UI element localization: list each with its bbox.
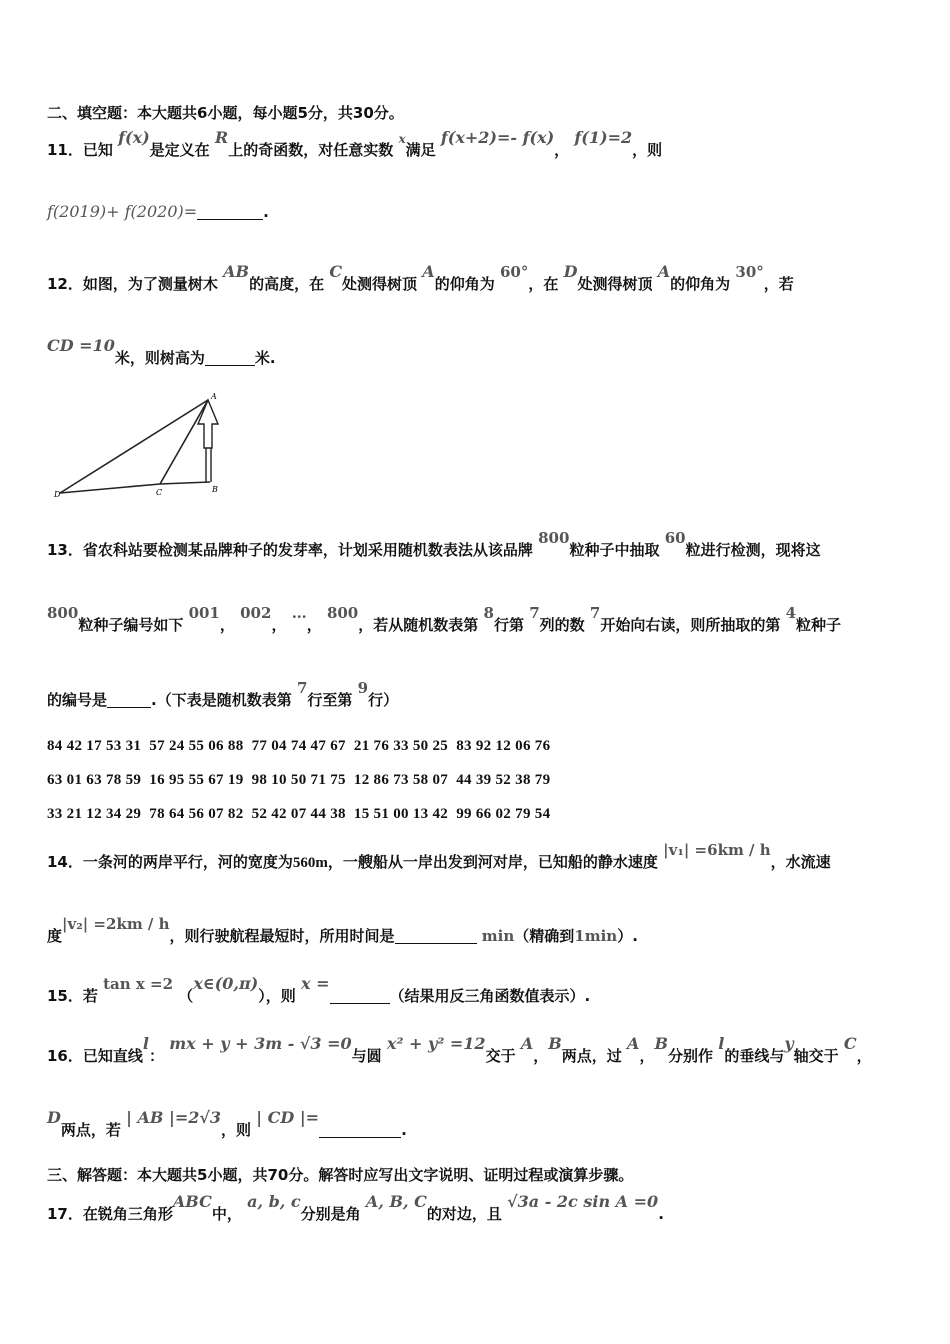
q17-end: .	[658, 1205, 664, 1223]
q14-text-6: ）.	[617, 927, 638, 945]
q12-D: D	[563, 262, 578, 281]
question-14	[47, 841, 831, 871]
q11-R: R	[214, 128, 229, 147]
q15-domain: x∈(0,π)	[193, 974, 259, 993]
q13-ellipsis: …	[291, 604, 307, 622]
q12-AB: AB	[223, 262, 250, 281]
q12-text-4: ，在	[528, 275, 559, 293]
q14-v1: |v₁| =6km / h	[663, 841, 771, 859]
q11-value: f(1)=2	[574, 128, 633, 147]
q16-B: B	[548, 1034, 562, 1053]
q16-number: 16．已知直线	[47, 1047, 143, 1065]
q13-line-3	[47, 679, 399, 709]
question-17	[47, 1192, 664, 1223]
q12-A2: A	[657, 262, 671, 281]
q16-line-2	[47, 1108, 407, 1139]
q11-text-1: 是定义在	[149, 141, 210, 159]
fig-label-C: C	[156, 488, 163, 497]
q15-x: x =	[301, 974, 330, 993]
q13-text-6: 列的数	[539, 616, 585, 634]
q13-code-001: 001	[188, 604, 220, 622]
q14-precision: 1min	[574, 927, 618, 945]
q13-text-10: .（下表是随机数表第	[151, 691, 292, 709]
q16-A2: A	[627, 1034, 640, 1053]
fig-label-B: B	[212, 485, 218, 494]
q16-comma-2: ，	[639, 1047, 655, 1065]
q15-text-1: （结果用反三角函数值表示）.	[389, 987, 591, 1005]
q13-code-800: 800	[326, 604, 359, 622]
q12-text-3: 的仰角为	[434, 275, 495, 293]
q11-expression: f(2019)+ f(2020)=	[47, 202, 198, 221]
q17-equation: √3a - 2c sin A =0	[507, 1192, 659, 1211]
q12-line-2	[47, 336, 276, 367]
q12-angle-60: 60°	[499, 263, 529, 281]
q13-row-8: 8	[483, 604, 494, 622]
q11-answer-blank[interactable]	[197, 205, 263, 220]
q17-angles: A, B, C	[365, 1192, 427, 1211]
q13-end-row: 9	[357, 679, 369, 697]
q13-text-7: 开始向右读，则所抽取的第	[600, 616, 781, 634]
q17-text-1: 中，	[211, 1205, 242, 1223]
q13-code-002: 002	[240, 604, 272, 622]
q13-sep-1: ，	[219, 616, 235, 634]
q12-C: C	[329, 262, 343, 281]
q16-end: .	[401, 1121, 407, 1139]
q12-text-5: 处测得树顶	[577, 275, 653, 293]
q14-unit: min	[481, 927, 515, 945]
q16-D: D	[47, 1108, 61, 1127]
q16-C: C	[843, 1034, 857, 1053]
q11-x: x	[398, 132, 406, 146]
q15-number: 15．若	[47, 987, 98, 1005]
q14-v2: |v₂| =2km / h	[62, 915, 170, 933]
line-DA	[60, 400, 208, 493]
q14-text-4: ，则行驶航程最短时，所用时间是	[169, 927, 395, 945]
q16-B2: B	[654, 1034, 668, 1053]
question-12	[47, 262, 794, 293]
q13-line-2	[47, 604, 842, 634]
q13-800b: 800	[47, 604, 79, 622]
q12-A: A	[422, 262, 435, 281]
q13-800: 800	[538, 529, 570, 547]
q11-comma: ，	[554, 141, 570, 159]
q12-cd: CD =10	[47, 336, 115, 355]
q13-text-4: ，若从随机数表第	[358, 616, 479, 634]
q16-y: y	[784, 1034, 794, 1053]
tree-top-shape	[198, 400, 218, 448]
q14-text-3: 度	[47, 927, 63, 945]
q13-text-12: 行）	[368, 691, 399, 709]
q13-start-row: 7	[296, 679, 308, 697]
q16-line-equation: mx + y + 3m - √3 =0	[169, 1034, 352, 1053]
q17-ABC: ABC	[172, 1192, 212, 1211]
q11-end: .	[263, 203, 269, 221]
q12-text-2: 处测得树顶	[342, 275, 418, 293]
q13-sep-2: ，	[271, 616, 287, 634]
q17-sides: a, b, c	[247, 1192, 301, 1211]
q11-fx: f(x)	[118, 128, 150, 147]
q14-width: 560m	[292, 855, 328, 871]
q14-text-1: ，一艘船从一岸出发到河对岸，已知船的静水速度	[327, 853, 658, 871]
q16-text-8: ，则	[221, 1121, 252, 1139]
q12-text-7: ，若	[763, 275, 794, 293]
tree-elevation-figure	[52, 390, 232, 502]
q13-fourth: 4	[785, 604, 796, 622]
q16-l2: l	[718, 1034, 725, 1053]
q13-text-5: 行第	[493, 616, 524, 634]
question-13	[47, 529, 821, 559]
question-16	[47, 1034, 872, 1065]
q14-text-2: ，水流速	[770, 853, 831, 871]
q14-answer-blank[interactable]	[395, 929, 477, 944]
q15-paren-close: ），则	[258, 987, 296, 1005]
q17-text-2: 分别是角	[300, 1205, 361, 1223]
q12-text-1: 的高度，在	[249, 275, 325, 293]
q16-colon: ：	[148, 1047, 164, 1065]
q13-text-11: 行至第	[307, 691, 353, 709]
question-15	[47, 974, 591, 1005]
q16-circle-equation: x² + y² =12	[386, 1034, 486, 1053]
fig-label-D: D	[54, 490, 61, 499]
q11-text-3: 满足	[405, 141, 436, 159]
line-CB	[160, 482, 210, 484]
section-heading-fill-blank: 二、填空题：本大题共6小题，每小题5分，共30分。	[47, 104, 404, 122]
q16-answer-blank[interactable]	[319, 1123, 401, 1138]
q13-sep-3: ，	[306, 616, 322, 634]
q13-text-3: 粒种子编号如下	[78, 616, 184, 634]
q11-number: 11．已知	[47, 141, 113, 159]
q13-answer-blank[interactable]	[107, 693, 151, 708]
q16-text-3: 两点，过	[561, 1047, 622, 1065]
q12-text-6: 的仰角为	[670, 275, 731, 293]
random-table-row-9: 33 21 12 34 29 78 64 56 07 82 52 42 07 44 38 15 51 00 13 42 99 66 02 79 54	[47, 806, 551, 822]
q14-text-5: （精确到	[514, 927, 575, 945]
q16-text-4: 分别作	[668, 1047, 714, 1065]
q16-comma-1: ，	[533, 1047, 549, 1065]
q16-l: l	[142, 1034, 149, 1053]
question-11	[47, 128, 663, 159]
q12-angle-30: 30°	[735, 263, 764, 281]
q16-ab-length: | AB |=2√3	[126, 1108, 222, 1127]
q14-number: 14．一条河的两岸平行，河的宽度为	[47, 853, 293, 871]
line-DC	[60, 484, 160, 493]
line-CA	[160, 400, 208, 484]
q16-text-7: 两点，若	[60, 1121, 121, 1139]
q16-A: A	[520, 1034, 534, 1053]
random-table-row-8: 63 01 63 78 59 16 95 55 67 19 98 10 50 71 75 12 86 73 58 07 44 39 52 38 79	[47, 772, 551, 788]
fig-label-A: A	[211, 392, 217, 401]
q12-text-8: 米，则树高为	[114, 349, 205, 367]
q15-paren-open: （	[178, 987, 194, 1005]
q17-number: 17．在锐角三角形	[47, 1205, 173, 1223]
q13-text-1: 粒种子中抽取	[569, 541, 660, 559]
q13-60: 60	[664, 529, 686, 547]
q15-condition: tan x =2	[103, 975, 174, 993]
random-table-row-7: 84 42 17 53 31 57 24 55 06 88 77 04 74 47 67 21 76 33 50 25 83 92 12 06 76	[47, 738, 551, 754]
q17-text-3: 的对边，且	[426, 1205, 502, 1223]
q13-text-2: 粒进行检测，现将这	[685, 541, 821, 559]
section-heading-solutions: 三、解答题：本大题共5小题，共70分。解答时应写出文字说明、证明过程或演算步骤。	[47, 1166, 634, 1184]
q16-text-2: 交于	[485, 1047, 516, 1065]
q13-digit-7: 7	[589, 604, 601, 622]
q16-text-5: 的垂线与	[724, 1047, 785, 1065]
q13-text-8: 粒种子	[796, 616, 842, 634]
q13-text-9: 的编号是	[47, 691, 108, 709]
q12-text-9: 米.	[254, 349, 276, 367]
q16-text-1: 与圆	[351, 1047, 382, 1065]
q11-expression-line	[47, 204, 269, 220]
q15-answer-blank[interactable]	[330, 989, 390, 1004]
q16-cd-length: | CD |=	[256, 1108, 320, 1127]
q11-text-4: ，则	[632, 141, 663, 159]
q12-answer-blank[interactable]	[205, 351, 255, 366]
q16-text-6: 轴交于	[793, 1047, 839, 1065]
q16-comma-3: ，	[856, 1047, 872, 1065]
q14-line-2	[47, 915, 638, 945]
q12-number: 12．如图，为了测量树木	[47, 275, 218, 293]
q11-text-2: 上的奇函数，对任意实数	[228, 141, 394, 159]
q13-number: 13．省农科站要检测某品牌种子的发芽率，计划采用随机数表法从该品牌	[47, 541, 533, 559]
q11-condition: f(x+2)=- f(x)	[440, 128, 555, 147]
q13-col-7: 7	[529, 604, 540, 622]
